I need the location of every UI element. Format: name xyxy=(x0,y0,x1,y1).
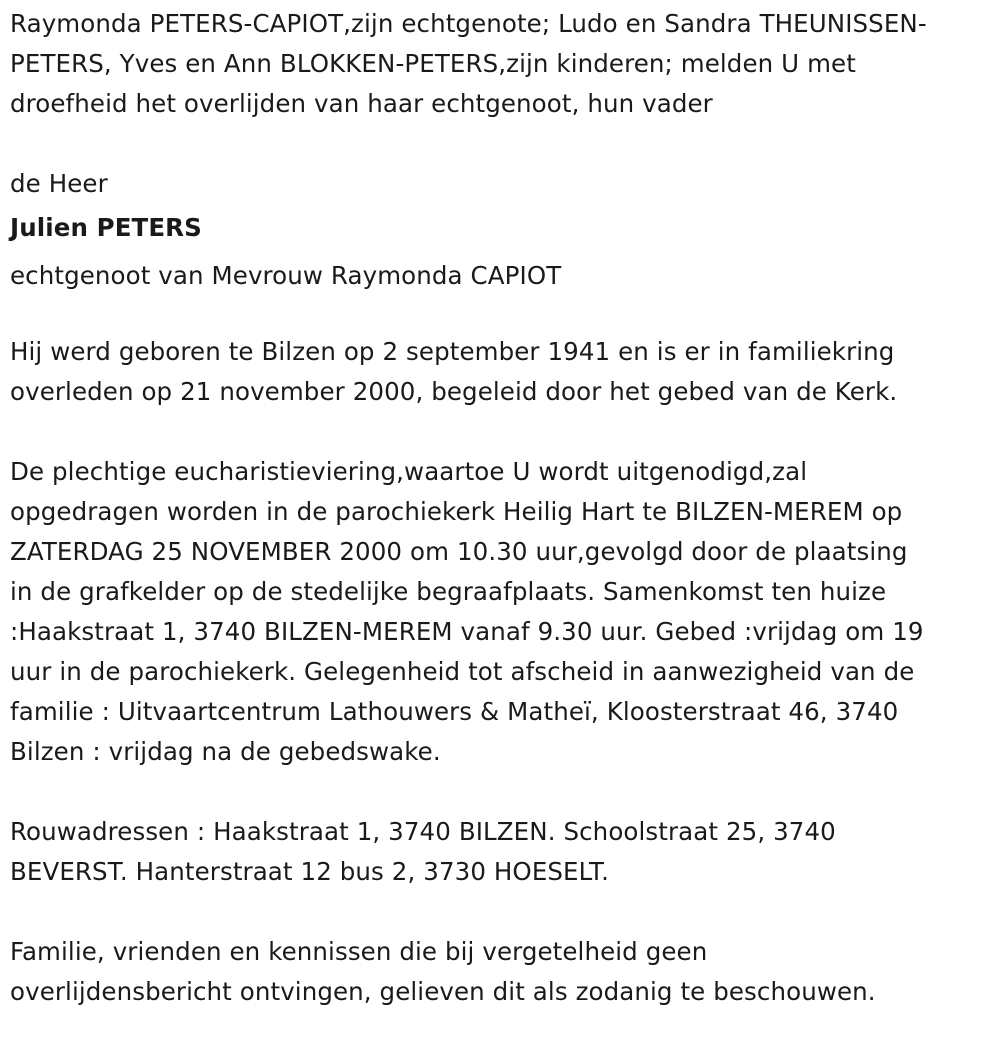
intro-paragraph xyxy=(10,4,990,124)
ceremony-line: De plechtige eucharistieviering,waartoe U wordt uitgenodigd,zal xyxy=(10,457,808,486)
intro-line: Raymonda PETERS-CAPIOT,zijn echtgenote; Ludo en Sandra THEUNISSEN- xyxy=(10,9,927,38)
birth-death-paragraph xyxy=(10,332,990,412)
ceremony-paragraph xyxy=(10,452,990,772)
paragraph-gap xyxy=(10,412,990,452)
addresses-line: Rouwadressen : Haakstraat 1, 3740 BILZEN. Schoolstraat 25, 3740 xyxy=(10,817,836,846)
ceremony-line: Bilzen : vrijdag na de gebedswake. xyxy=(10,737,441,766)
paragraph-gap xyxy=(10,892,990,932)
ceremony-line: opgedragen worden in de parochiekerk Heilig Hart te BILZEN-MEREM op xyxy=(10,497,903,526)
birth-death-line: Hij werd geboren te Bilzen op 2 september 1941 en is er in familiekring xyxy=(10,337,895,366)
intro-line: droefheid het overlijden van haar echtgenoot, hun vader xyxy=(10,89,713,118)
addresses-line: BEVERST. Hanterstraat 12 bus 2, 3730 HOESELT. xyxy=(10,857,610,886)
addresses-paragraph xyxy=(10,812,990,892)
intro-line: PETERS, Yves en Ann BLOKKEN-PETERS,zijn kinderen; melden U met xyxy=(10,49,856,78)
spouse-line: echtgenoot van Mevrouw Raymonda CAPIOT xyxy=(10,261,562,290)
ceremony-line: :Haakstraat 1, 3740 BILZEN-MEREM vanaf 9.30 uur. Gebed :vrijdag om 19 xyxy=(10,617,924,646)
closing-paragraph xyxy=(10,932,990,1012)
paragraph-gap xyxy=(10,772,990,812)
ceremony-line: familie : Uitvaartcentrum Lathouwers & Matheï, Kloosterstraat 46, 3740 xyxy=(10,697,899,726)
closing-line: overlijdensbericht ontvingen, gelieven dit als zodanig te beschouwen. xyxy=(10,977,876,1006)
paragraph-gap xyxy=(10,124,990,164)
paragraph-gap xyxy=(10,300,990,332)
closing-line: Familie, vrienden en kennissen die bij vergetelheid geen xyxy=(10,937,708,966)
deceased-name: Julien PETERS xyxy=(10,213,202,242)
honorific: de Heer xyxy=(10,169,108,198)
ceremony-line: ZATERDAG 25 NOVEMBER 2000 om 10.30 uur,gevolgd door de plaatsing xyxy=(10,537,908,566)
birth-death-line: overleden op 21 november 2000, begeleid door het gebed van de Kerk. xyxy=(10,377,898,406)
ceremony-line: uur in de parochiekerk. Gelegenheid tot afscheid in aanwezigheid van de xyxy=(10,657,915,686)
ceremony-line: in de grafkelder op de stedelijke begraafplaats. Samenkomst ten huize xyxy=(10,577,887,606)
